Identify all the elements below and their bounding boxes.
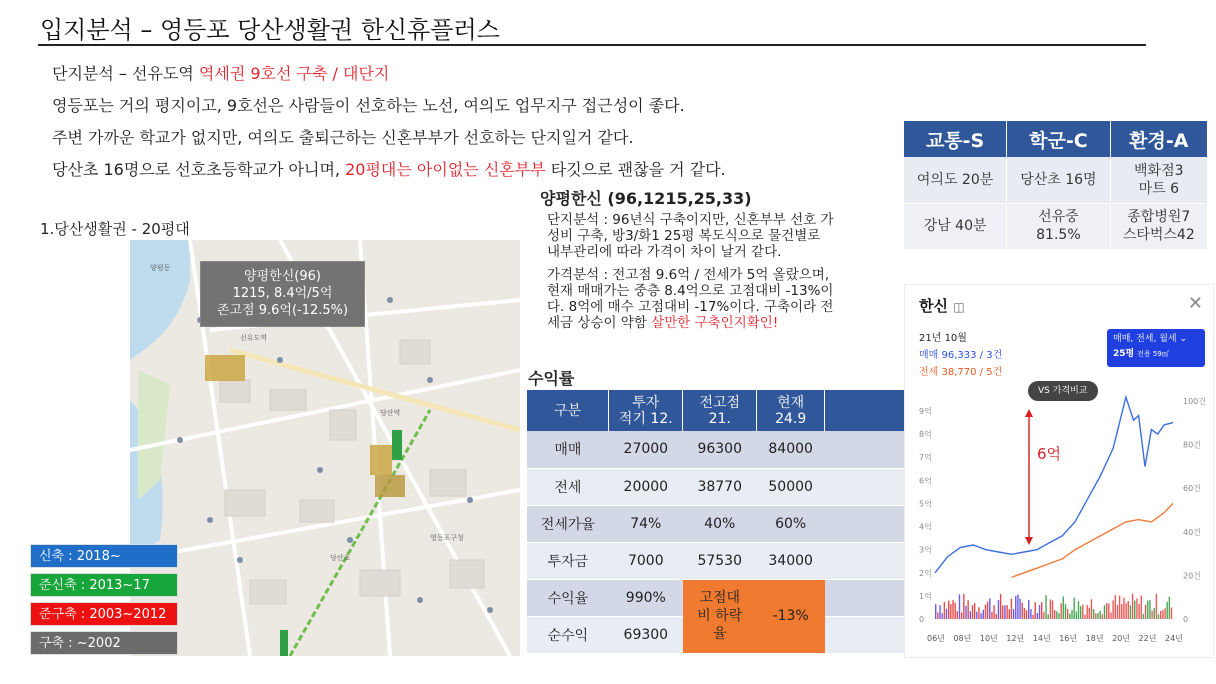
rating-cell-line: 백화점3 — [1134, 162, 1184, 179]
complex-para2-line: 가격분석 : 전고점 9.6억 / 전세가 5억 올랐으며, — [547, 267, 830, 283]
summary-line-4-highlight: 20평대는 아이없는 신혼부부 — [345, 160, 546, 179]
x-tick-label: 08년 — [953, 634, 972, 643]
volume-bar — [959, 594, 960, 619]
volume-bar — [1052, 600, 1053, 619]
rating-cell-line: 마트 6 — [1138, 180, 1179, 197]
volume-bar — [1154, 608, 1155, 619]
volume-bar — [1169, 597, 1170, 619]
yield-header — [757, 390, 825, 431]
yield-cell — [825, 616, 905, 653]
volume-bar — [952, 600, 953, 619]
complex-analysis — [547, 212, 834, 331]
volume-bar — [1019, 599, 1020, 619]
y-tick-label: 4억 — [919, 522, 932, 532]
table-row — [527, 505, 905, 542]
volume-bar — [939, 605, 940, 619]
volume-bar — [1110, 612, 1111, 619]
size-label: 25평 — [1113, 349, 1135, 359]
map-tooltip — [200, 261, 365, 327]
yield-header-line: 24.9 — [775, 410, 807, 427]
volume-bar — [1132, 594, 1133, 619]
volume-bar — [1067, 609, 1068, 619]
rating-table — [904, 121, 1208, 250]
volume-bar — [1138, 604, 1139, 619]
volume-bar — [993, 605, 994, 619]
rating-cell: 강남 40분 — [904, 203, 1007, 249]
yield-cell: 7000 — [609, 542, 683, 579]
title-divider — [38, 44, 1146, 46]
map-label: 양평동 — [150, 264, 171, 272]
size-filter-label — [1113, 347, 1199, 362]
volume-bar — [948, 601, 949, 619]
yield-cell: 990% — [609, 579, 683, 616]
volume-bar — [1056, 611, 1057, 619]
legend-semi-new: 준신축 : 2013~17 — [30, 573, 178, 597]
yield-cell: 50000 — [757, 468, 825, 505]
volume-bar — [1149, 600, 1150, 619]
legend-old: 구축 : ~2002 — [30, 631, 178, 655]
x-tick-label: 06년 — [927, 634, 945, 643]
map-label: 영등포구청 — [430, 534, 464, 542]
volume-bar — [1048, 614, 1049, 619]
volume-bar — [1078, 601, 1079, 619]
volume-bar — [1080, 606, 1081, 619]
x-tick-label: 14년 — [1032, 634, 1051, 643]
complex-para1-line: 성비 구축, 방3/화1 25평 복도식으로 물건별로 — [547, 228, 821, 244]
y-tick-label: 6억 — [919, 476, 932, 486]
chart-complex-name — [919, 295, 965, 316]
rating-cell — [1110, 203, 1207, 249]
building-blocks — [220, 340, 484, 604]
y-axis-right — [1183, 396, 1206, 624]
yield-cell: 84000 — [757, 431, 825, 468]
yield-cell — [825, 505, 905, 542]
volume-bar — [961, 612, 962, 619]
rent-price-line — [1011, 503, 1173, 577]
y2-tick-label: 20건 — [1183, 571, 1201, 581]
map-book-icon[interactable]: ◫ — [953, 300, 965, 314]
volume-bar — [1037, 613, 1038, 619]
trade-filter-dropdown[interactable] — [1107, 329, 1205, 367]
yield-cell-line: 고점대 — [699, 590, 741, 606]
x-tick-label: 18년 — [1085, 634, 1104, 643]
volume-bar — [967, 600, 968, 619]
complex-para2-line: 다. 8억에 매수 고점대비 -17%이다. 구축이라 전 — [547, 299, 834, 315]
yield-cell: 60% — [757, 505, 825, 542]
summary-line-1-highlight: 역세권 9호선 구축 / 대단지 — [198, 64, 390, 83]
volume-bar — [1028, 600, 1029, 619]
yield-cell: 투자금 — [527, 542, 609, 579]
yield-cell-drop-rate — [683, 579, 757, 653]
volume-bar — [1015, 596, 1016, 619]
y2-tick-label: 0 — [1183, 615, 1189, 624]
map-label: 선유도역 — [240, 334, 268, 342]
chevron-down-icon: ⌄ — [1179, 334, 1188, 344]
volume-bar — [944, 602, 945, 619]
volume-bar — [1128, 601, 1129, 619]
x-axis — [927, 633, 1183, 643]
subway-line — [290, 410, 430, 656]
volume-bar — [1017, 595, 1018, 619]
volume-bar — [1024, 608, 1025, 619]
complex-para2-prefix: 세금 상승이 약함 — [547, 315, 652, 331]
volume-bar — [1119, 596, 1120, 619]
rating-cell: 당산초 16명 — [1007, 157, 1110, 203]
map-section-label: 1.당산생활권 - 20평대 — [40, 220, 190, 238]
volume-bar — [1065, 604, 1066, 619]
gap-label: 6억 — [1037, 445, 1062, 463]
volume-bar — [1063, 596, 1064, 619]
volume-bar — [1030, 609, 1031, 619]
volume-bar — [1136, 598, 1137, 619]
volume-bar — [1125, 603, 1126, 619]
yield-header-line: 현재 — [777, 394, 805, 411]
volume-bar — [1026, 610, 1027, 619]
volume-bar — [1073, 598, 1074, 619]
summary-line-4-prefix: 당산초 16명으로 선호초등학교가 아니며, — [52, 160, 346, 179]
complex-title: 양평한신 (96,1215,25,33) — [540, 189, 752, 208]
volume-bar — [970, 611, 971, 619]
rating-header-transport: 교통-S — [904, 121, 1007, 157]
y-tick-label: 1억 — [919, 591, 932, 601]
volume-bar — [1158, 614, 1159, 619]
rating-cell — [1110, 157, 1207, 203]
chart-date: 21년 10월 — [919, 333, 967, 344]
rating-header-environment: 환경-A — [1110, 121, 1207, 157]
y2-tick-label: 60건 — [1183, 484, 1201, 494]
yield-header-line: 구분 — [554, 402, 582, 419]
volume-bar — [1162, 610, 1163, 619]
volume-bar — [1164, 608, 1165, 619]
volume-bar — [1097, 613, 1098, 619]
chart-rent-summary: 전세 38,770 / 5건 — [919, 367, 1003, 378]
volume-bar — [1054, 610, 1055, 619]
volume-bar — [1011, 599, 1012, 619]
volume-bar — [954, 603, 955, 619]
y2-tick-label: 80건 — [1183, 440, 1201, 450]
x-tick-label: 10년 — [979, 634, 998, 643]
yield-cell: 수익율 — [527, 579, 609, 616]
volume-bar — [1058, 613, 1059, 619]
poi-markers — [177, 297, 493, 613]
gap-arrow-head-top — [1025, 409, 1033, 417]
volume-bar — [1134, 601, 1135, 619]
volume-bar — [1082, 604, 1083, 619]
complex-para2-line — [547, 315, 834, 331]
volume-bar — [1143, 614, 1144, 619]
table-row — [527, 579, 905, 616]
volume-bar — [957, 611, 958, 619]
chart-sale-summary: 매매 96,333 / 3건 — [919, 350, 1003, 361]
volume-bar — [1106, 603, 1107, 619]
yield-cell: 전세 — [527, 468, 609, 505]
map-tooltip-line: 1215, 8.4억/5억 — [232, 286, 333, 301]
sale-price-line — [935, 397, 1173, 573]
complex-para1-line: 내부관리에 따라 가격이 차이 날거 같다. — [547, 244, 782, 260]
volume-bar — [963, 594, 964, 619]
river-shape — [130, 240, 190, 360]
yield-cell-current-rate: -13% — [757, 579, 825, 653]
table-row — [527, 431, 905, 468]
compare-button[interactable]: VS 가격비교 — [1028, 381, 1098, 401]
volume-bar — [1121, 604, 1122, 619]
page-title: 입지분석 – 영등포 당산생활권 한신휴플러스 — [40, 16, 500, 44]
volume-bar — [985, 605, 986, 619]
yield-cell-line: 율 — [712, 626, 727, 642]
legend-semi-old: 준구축 : 2003~2012 — [30, 602, 178, 626]
volume-bar — [1039, 605, 1040, 619]
chart-name-text: 한신 — [919, 297, 948, 315]
rating-cell-line: 81.5% — [1036, 227, 1081, 243]
volume-bar — [946, 609, 947, 619]
volume-bars — [935, 594, 1172, 619]
rating-cell: 여의도 20분 — [904, 157, 1007, 203]
complex-para2-line: 현재 매매가는 중층 8.4억으로 고점대비 -13%이 — [547, 283, 834, 299]
map-label: 당산초 — [330, 554, 351, 562]
yield-header — [527, 390, 609, 431]
volume-bar — [1117, 605, 1118, 619]
summary-line-1 — [52, 61, 389, 84]
volume-bar — [1145, 605, 1146, 619]
volume-bar — [1147, 601, 1148, 619]
y2-tick-label: 100건 — [1183, 397, 1206, 406]
volume-bar — [1104, 605, 1105, 619]
complex-para1-line: 단지분석 : 96년식 구축이지만, 신혼부부 선호 가 — [547, 212, 834, 228]
yield-header — [609, 390, 683, 431]
volume-bar — [989, 598, 990, 619]
yield-cell: 전세가율 — [527, 505, 609, 542]
volume-bar — [1000, 594, 1001, 619]
volume-bar — [1050, 599, 1051, 619]
rating-cell-line: 종합병원7 — [1127, 209, 1191, 225]
table-row — [527, 468, 905, 505]
legend-new: 신축 : 2018~ — [30, 544, 178, 568]
volume-bar — [1022, 603, 1023, 619]
volume-bar — [965, 606, 966, 619]
volume-bar — [1084, 615, 1085, 619]
park-shape — [138, 370, 170, 500]
volume-bar — [1069, 614, 1070, 619]
volume-bar — [998, 600, 999, 619]
volume-bar — [1102, 614, 1103, 619]
volume-bar — [1045, 595, 1046, 619]
volume-bar — [1141, 596, 1142, 619]
yield-cell — [825, 431, 905, 468]
volume-bar — [1091, 599, 1092, 619]
volume-bar — [976, 612, 977, 619]
trade-filter-label — [1113, 332, 1199, 347]
volume-bar — [1086, 605, 1087, 619]
map-tooltip-line: 양평한신(96) — [244, 269, 321, 284]
volume-bar — [1160, 611, 1161, 619]
volume-bar — [974, 603, 975, 619]
map-tooltip-line: 존고점 9.6억(-12.5%) — [216, 303, 349, 318]
volume-bar — [950, 604, 951, 619]
yield-table — [527, 390, 905, 654]
yield-cell: 74% — [609, 505, 683, 542]
volume-bar — [1099, 611, 1100, 619]
y-tick-label: 5억 — [919, 499, 932, 509]
volume-bar — [1071, 610, 1072, 619]
volume-bar — [987, 602, 988, 619]
yield-title: 수익률 — [528, 369, 575, 388]
volume-bar — [1115, 595, 1116, 619]
volume-bar — [1032, 615, 1033, 619]
volume-bar — [972, 605, 973, 619]
yield-cell: 57530 — [683, 542, 757, 579]
volume-bar — [1167, 602, 1168, 619]
yield-cell: 순수익 — [527, 616, 609, 653]
volume-bar — [1093, 609, 1094, 619]
volume-bar — [983, 610, 984, 619]
summary-line-2: 영등포는 거의 평지이고, 9호선은 사람들이 선호하는 노선, 여의도 업무지구 접근성이 좋다. — [52, 96, 685, 115]
map-label: 당산역 — [380, 409, 401, 417]
yield-cell: 34000 — [757, 542, 825, 579]
volume-bar — [1009, 609, 1010, 619]
yield-header-line: 전고점 — [699, 394, 741, 411]
y-tick-label: 7억 — [919, 453, 932, 463]
volume-bar — [1089, 608, 1090, 619]
yield-cell: 40% — [683, 505, 757, 542]
volume-bar — [1002, 605, 1003, 619]
volume-bar — [1013, 609, 1014, 619]
yield-cell — [825, 468, 905, 505]
volume-bar — [1151, 611, 1152, 619]
rating-cell-line: 스타벅스42 — [1122, 227, 1195, 243]
volume-bar — [1123, 598, 1124, 619]
volume-bar — [980, 613, 981, 619]
rating-header-school: 학군-C — [1007, 121, 1110, 157]
yield-cell — [825, 542, 905, 579]
y-tick-label: 9억 — [919, 407, 932, 416]
size-detail: 전용 59㎡ — [1137, 350, 1169, 358]
yield-cell: 69300 — [609, 616, 683, 653]
gap-arrow-head-bottom — [1025, 537, 1033, 545]
close-icon[interactable]: ✕ — [1187, 293, 1203, 314]
x-tick-label: 24년 — [1165, 634, 1183, 643]
rating-cell-line: 선유중 — [1038, 209, 1079, 225]
table-row — [527, 542, 905, 579]
x-tick-label: 16년 — [1059, 634, 1078, 643]
yield-header-line: 투자 — [632, 394, 660, 411]
complex-para2-highlight: 살만한 구축인지확인! — [651, 315, 779, 331]
y-axis-left — [919, 406, 932, 624]
summary-line-1-prefix: 단지분석 – 선유도역 — [52, 64, 199, 83]
volume-bar — [1130, 605, 1131, 619]
volume-bar — [1060, 603, 1061, 619]
volume-bar — [937, 612, 938, 619]
x-tick-label: 12년 — [1006, 634, 1025, 643]
volume-bar — [1043, 612, 1044, 619]
volume-bar — [935, 604, 936, 619]
summary-line-4 — [52, 157, 726, 180]
x-tick-label: 20년 — [1112, 634, 1131, 643]
volume-bar — [1004, 605, 1005, 619]
volume-bar — [996, 614, 997, 619]
y-tick-label: 2억 — [919, 568, 932, 578]
yield-cell: 매매 — [527, 431, 609, 468]
yield-cell: 38770 — [683, 468, 757, 505]
y-tick-label: 3억 — [919, 545, 932, 555]
volume-bar — [1156, 594, 1157, 619]
rating-cell — [1007, 203, 1110, 249]
volume-bar — [1108, 603, 1109, 619]
volume-bar — [1112, 600, 1113, 619]
yield-header-line: 적기 12. — [618, 410, 673, 427]
yield-header-empty — [825, 390, 905, 431]
yield-cell: 20000 — [609, 468, 683, 505]
volume-bar — [991, 612, 992, 619]
yield-cell: 96300 — [683, 431, 757, 468]
yield-header-line: 21. — [708, 410, 731, 427]
yield-header — [683, 390, 757, 431]
yield-cell — [825, 579, 905, 616]
volume-bar — [941, 613, 942, 619]
volume-bar — [1041, 602, 1042, 619]
y-tick-label: 8억 — [919, 430, 932, 440]
summary-line-4-suffix: 타깃으로 괜찮을 거 같다. — [545, 160, 726, 179]
y2-tick-label: 40건 — [1183, 527, 1201, 537]
yield-cell-line: 비 하락 — [697, 608, 743, 624]
summary-line-3: 주변 가까운 학교가 없지만, 여의도 출퇴근하는 신혼부부가 선호하는 단지일거 같다. — [52, 128, 634, 147]
yield-cell: 27000 — [609, 431, 683, 468]
trade-filter-text: 매매, 전세, 월세 — [1113, 334, 1177, 344]
price-chart-panel — [904, 284, 1214, 658]
volume-bar — [1006, 605, 1007, 619]
volume-bar — [978, 607, 979, 619]
price-chart — [905, 379, 1215, 659]
volume-bar — [1171, 607, 1172, 619]
x-tick-label: 22년 — [1138, 634, 1157, 643]
volume-bar — [1076, 611, 1077, 619]
volume-bar — [1095, 613, 1096, 619]
y-tick-label: 0 — [919, 615, 925, 624]
volume-bar — [1035, 602, 1036, 619]
